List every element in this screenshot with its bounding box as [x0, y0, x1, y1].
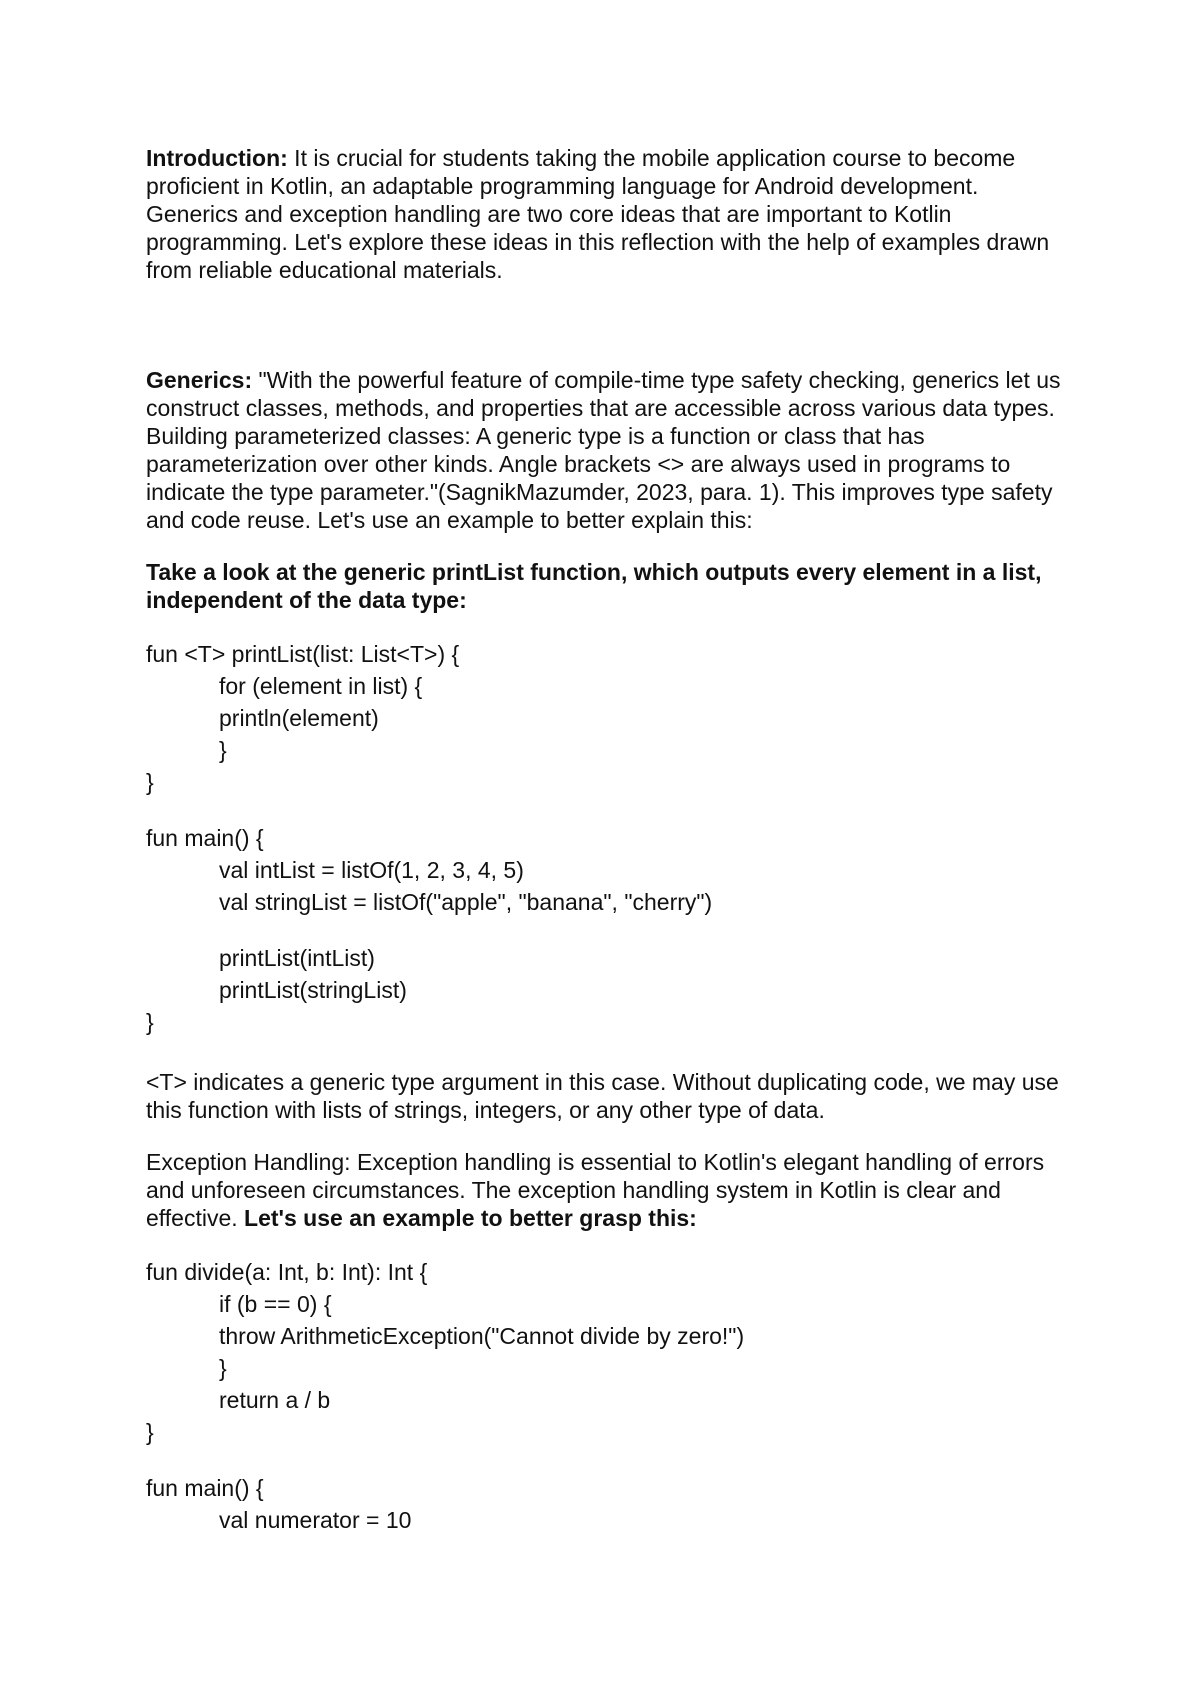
code-line: if (b == 0) {: [219, 1291, 332, 1317]
intro-paragraph: [146, 144, 1066, 284]
code-line: printList(stringList): [219, 977, 407, 1003]
code-block-printlist: [146, 638, 1066, 1038]
code-line: }: [219, 737, 227, 763]
code-line: val intList = listOf(1, 2, 3, 4, 5): [219, 857, 524, 883]
code-line: val numerator = 10: [219, 1507, 412, 1533]
code-line: }: [219, 1355, 227, 1381]
intro-text: It is crucial for students taking the mobile application course to become proficient in Kotlin, an adaptable programming language for Android development. Generics and exception handling are two core ideas that are important to Kotlin programming. Let's explore these ideas in this reflection with the help of examples drawn from reliable educational materials.: [146, 145, 1050, 283]
code-line: printList(intList): [219, 945, 375, 971]
code-line: }: [146, 769, 154, 795]
example-heading: Take a look at the generic printList function, which outputs every element in a list, independent of the data type:: [146, 559, 1042, 613]
generics-text: "With the powerful feature of compile-time type safety checking, generics let us construct classes, methods, and properties that are accessible across various data types. Building parameterized classes: A generic type is a function or class that has parameterization over other kinds. Angle brackets <> are always used in programs to indicate the type parameter."(SagnikMazumder, 2023, para. 1). This improves type safety and code reuse. Let's use an example to better explain this:: [146, 367, 1061, 533]
code-line: val stringList = listOf("apple", "banana", "cherry"): [219, 889, 713, 915]
generic-note-paragraph: <T> indicates a generic type argument in this case. Without duplicating code, we may use this function with lists of strings, integers, or any other type of data.: [146, 1069, 1059, 1123]
document-page: [146, 144, 1066, 1536]
code-line: }: [146, 1009, 154, 1035]
exception-paragraph: [146, 1148, 1066, 1232]
code-line: for (element in list) {: [219, 673, 423, 699]
code-line: fun main() {: [146, 1475, 264, 1501]
code-block-divide: [146, 1256, 1066, 1536]
intro-label: Introduction:: [146, 145, 288, 171]
code-line: return a / b: [219, 1387, 331, 1413]
exception-bold: Let's use an example to better grasp this:: [244, 1205, 697, 1231]
code-line: }: [146, 1419, 154, 1445]
code-line: fun divide(a: Int, b: Int): Int {: [146, 1259, 428, 1285]
code-line: println(element): [219, 705, 379, 731]
code-line: fun main() {: [146, 825, 264, 851]
generics-label: Generics:: [146, 367, 253, 393]
generics-paragraph: [146, 366, 1066, 534]
code-line: throw ArithmeticException("Cannot divide by zero!"): [219, 1323, 745, 1349]
code-line: fun <T> printList(list: List<T>) {: [146, 641, 460, 667]
exception-text: Exception Handling: Exception handling is essential to Kotlin's elegant handling of errors and unforeseen circumstances. The exception handling system in Kotlin is clear and effective.: [146, 1149, 1045, 1231]
